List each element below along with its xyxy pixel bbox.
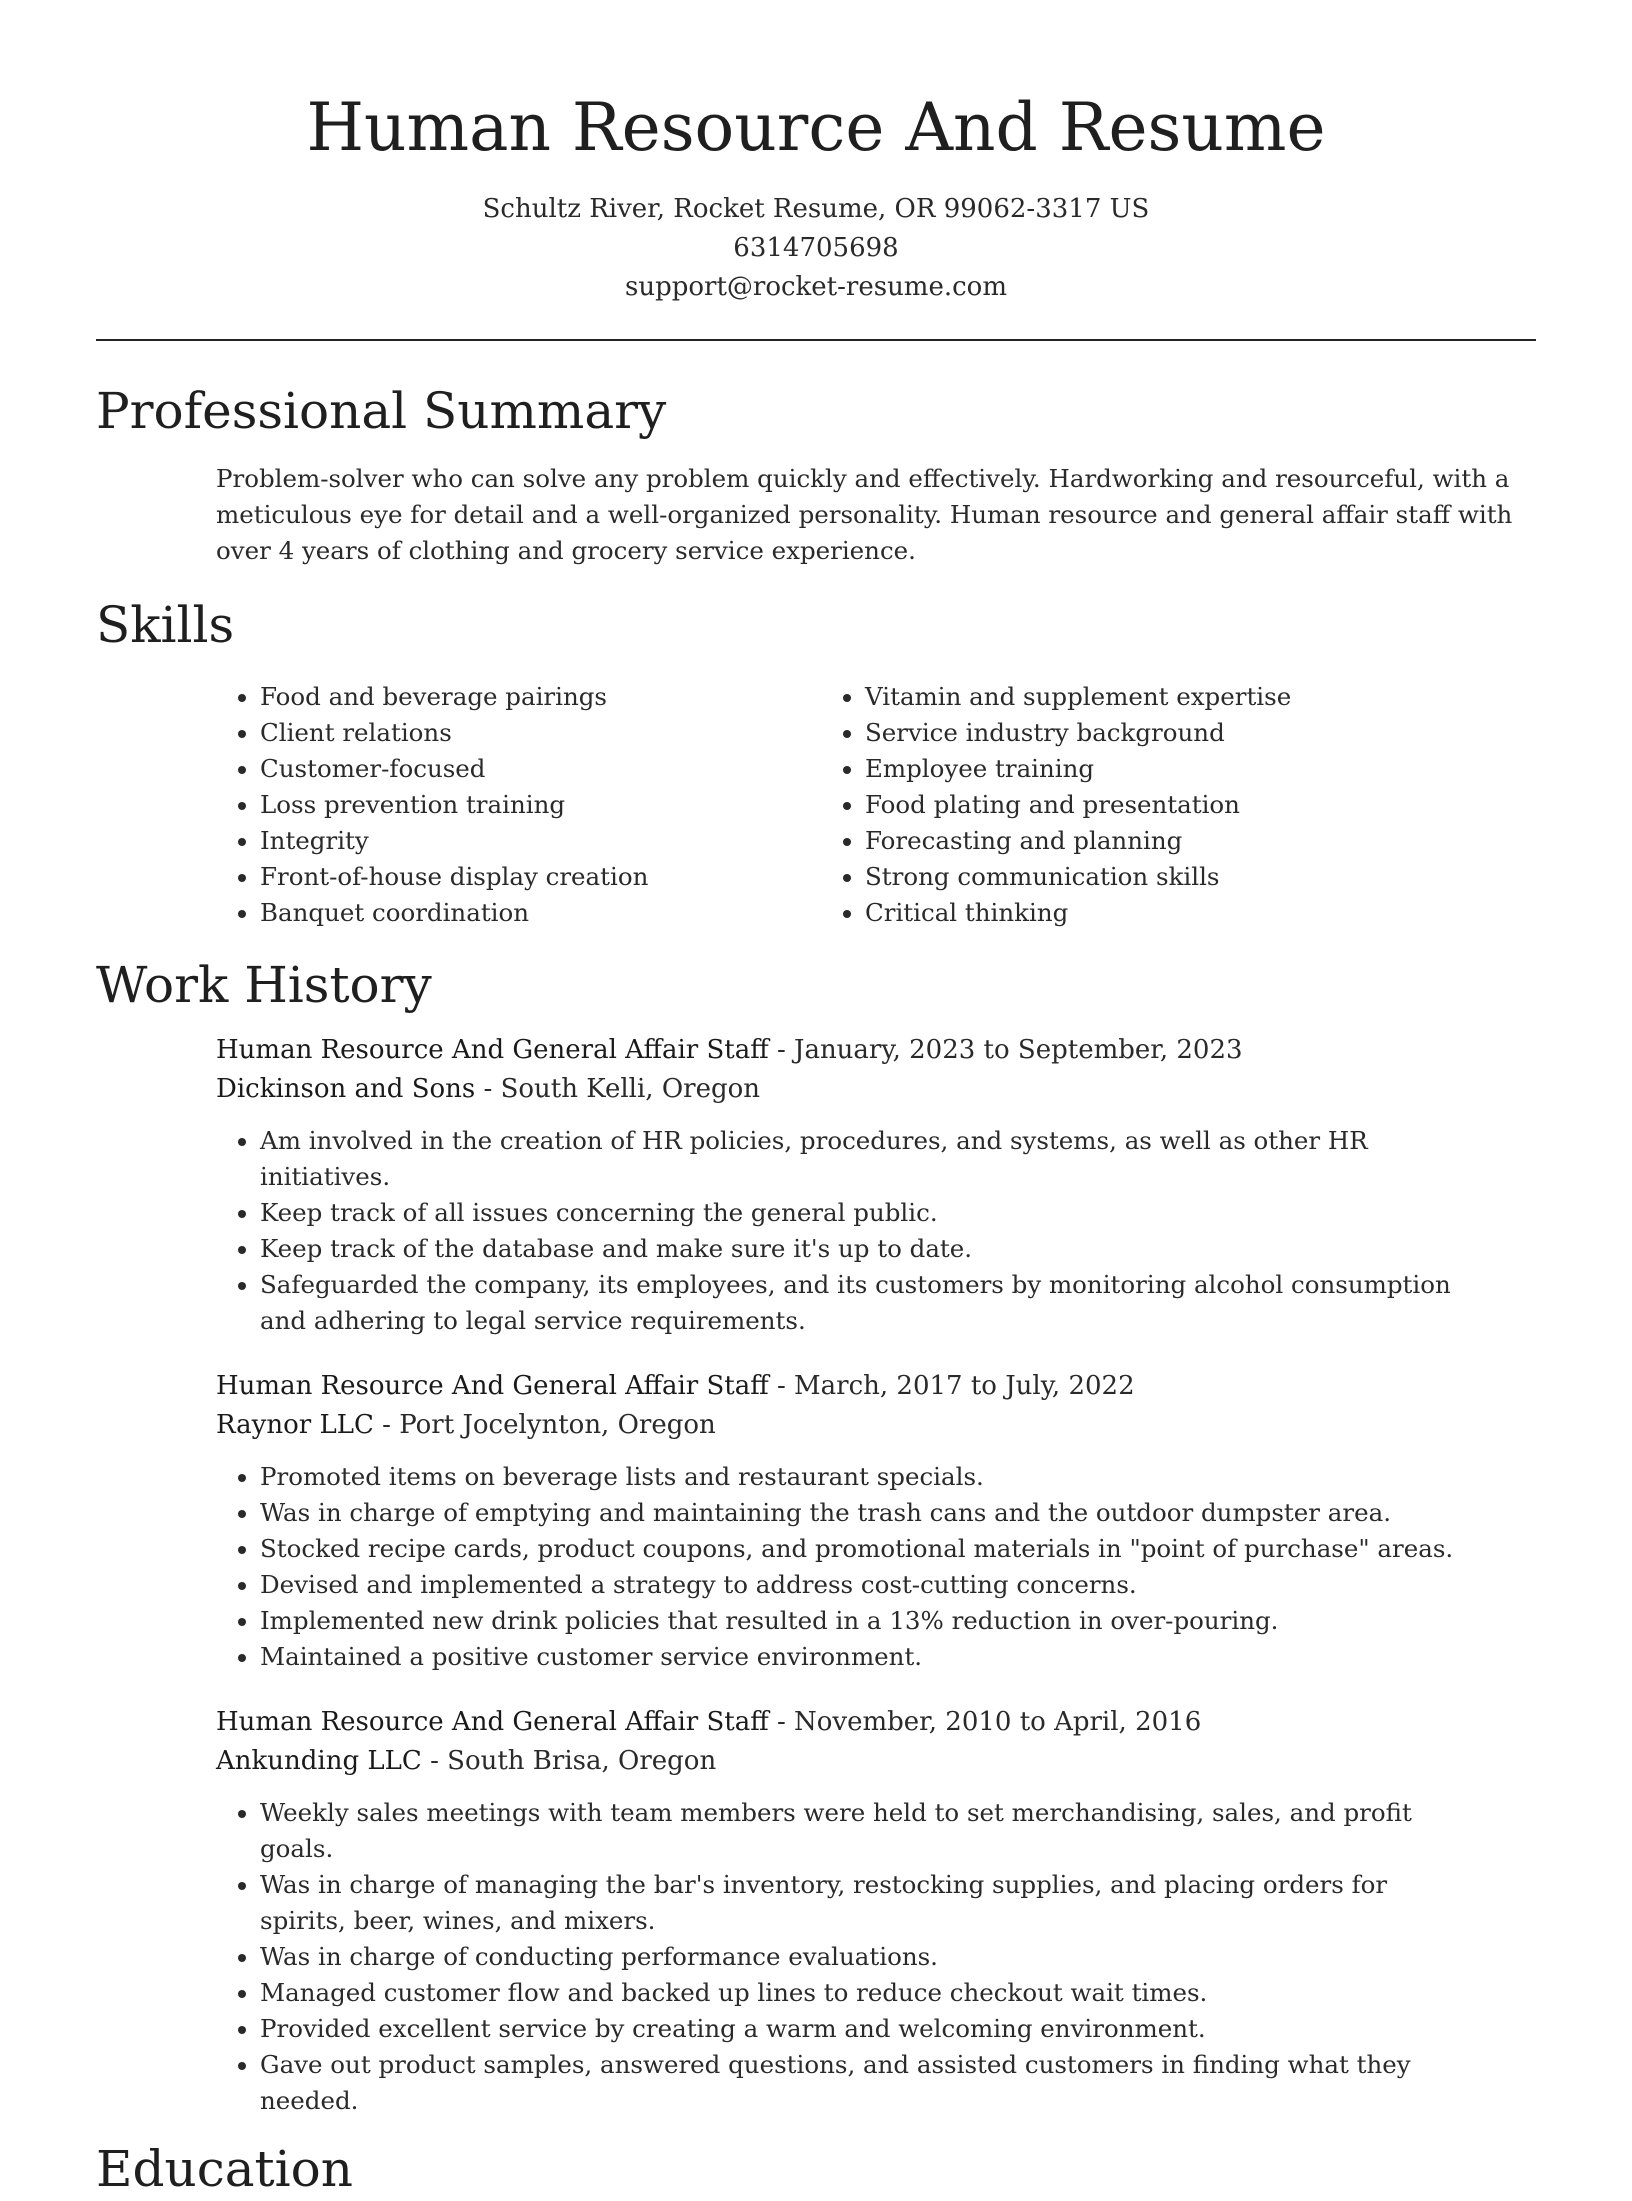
job-location: - South Brisa, Oregon <box>421 1746 717 1776</box>
education-heading: Education <box>96 2140 353 2198</box>
skill-item: • Service industry background <box>865 715 1426 751</box>
job-entry <box>216 1031 1536 1339</box>
job-bullet: • Implemented new drink policies that resulted in a 13% reduction in over-pouring. <box>260 1603 1460 1639</box>
job-title-line <box>216 1031 1536 1070</box>
skill-item: • Integrity <box>260 823 821 859</box>
candidate-name: Human Resource And Resume <box>306 89 1326 166</box>
job-bullet-list <box>216 1459 1460 1675</box>
work-history-section <box>96 953 1536 2119</box>
job-bullet: • Am involved in the creation of HR policies, procedures, and systems, as well as other HR initiatives. <box>260 1123 1460 1195</box>
skill-item: • Front-of-house display creation <box>260 859 821 895</box>
skills-section <box>96 593 1536 931</box>
job-dates: - March, 2017 to July, 2022 <box>768 1371 1135 1401</box>
job-company-line <box>216 1070 1536 1109</box>
skill-item: • Forecasting and planning <box>865 823 1426 859</box>
job-role: Human Resource And General Affair Staff <box>216 1371 769 1401</box>
work-history-heading: Work History <box>96 956 432 1014</box>
skill-item: • Strong communication skills <box>865 859 1426 895</box>
resume-page <box>96 0 1536 2201</box>
skill-item: • Critical thinking <box>865 895 1426 931</box>
skill-item: • Banquet coordination <box>260 895 821 931</box>
job-bullet: • Devised and implemented a strategy to address cost-cutting concerns. <box>260 1567 1460 1603</box>
job-company: Ankunding LLC <box>216 1746 422 1776</box>
job-bullet: • Keep track of the database and make sure it's up to date. <box>260 1231 1460 1267</box>
contact-phone: 6314705698 <box>733 233 899 263</box>
job-dates: - January, 2023 to September, 2023 <box>768 1035 1243 1065</box>
job-title-line <box>216 1703 1536 1742</box>
job-bullet: • Managed customer flow and backed up lines to reduce checkout wait times. <box>260 1975 1460 2011</box>
job-bullet: • Gave out product samples, answered questions, and assisted customers in finding what they needed. <box>260 2047 1460 2119</box>
resume-header <box>96 0 1536 307</box>
job-location: - Port Jocelynton, Oregon <box>373 1410 716 1440</box>
skill-item: • Customer-focused <box>260 751 821 787</box>
job-bullet-list <box>216 1795 1460 2119</box>
summary-text: Problem-solver who can solve any problem quickly and effectively. Hardworking and resourceful, with a meticulous eye for detail and a well-organized personality. Human resource and general affair staff with over 4 years of clothing and grocery service experience. <box>216 464 1513 565</box>
job-bullet: • Was in charge of emptying and maintaining the trash cans and the outdoor dumpster area. <box>260 1495 1460 1531</box>
job-entry <box>216 1703 1536 2119</box>
skill-item: • Food plating and presentation <box>865 787 1426 823</box>
skill-item: • Vitamin and supplement expertise <box>865 679 1426 715</box>
summary-heading: Professional Summary <box>96 382 667 440</box>
job-dates: - November, 2010 to April, 2016 <box>768 1707 1202 1737</box>
job-bullet: • Weekly sales meetings with team members were held to set merchandising, sales, and profit goals. <box>260 1795 1460 1867</box>
skills-heading: Skills <box>96 596 235 654</box>
skill-item: • Loss prevention training <box>260 787 821 823</box>
job-bullet: • Promoted items on beverage lists and restaurant specials. <box>260 1459 1460 1495</box>
job-bullet: • Was in charge of managing the bar's inventory, restocking supplies, and placing orders for spirits, beer, wines, and mixers. <box>260 1867 1460 1939</box>
education-section <box>96 2137 1536 2201</box>
job-company-line <box>216 1406 1536 1445</box>
skill-item: • Employee training <box>865 751 1426 787</box>
job-bullet: • Safeguarded the company, its employees, and its customers by monitoring alcohol consumption and adhering to legal service requirements. <box>260 1267 1460 1339</box>
header-divider <box>96 339 1536 341</box>
job-role: Human Resource And General Affair Staff <box>216 1035 769 1065</box>
job-company: Raynor LLC <box>216 1410 374 1440</box>
summary-section <box>96 379 1536 569</box>
job-company: Dickinson and Sons <box>216 1074 476 1104</box>
job-bullet: • Keep track of all issues concerning the general public. <box>260 1195 1460 1231</box>
job-bullet: • Was in charge of conducting performance evaluations. <box>260 1939 1460 1975</box>
job-bullet: • Maintained a positive customer service environment. <box>260 1639 1460 1675</box>
skills-column-right <box>821 679 1426 931</box>
job-bullet: • Stocked recipe cards, product coupons, and promotional materials in "point of purchase" areas. <box>260 1531 1460 1567</box>
contact-address: Schultz River, Rocket Resume, OR 99062-3317 US <box>482 194 1150 224</box>
job-company-line <box>216 1742 1536 1781</box>
job-location: - South Kelli, Oregon <box>475 1074 761 1104</box>
job-bullet: • Provided excellent service by creating a warm and welcoming environment. <box>260 2011 1460 2047</box>
skills-column-left <box>216 679 821 931</box>
job-bullet-list <box>216 1123 1460 1339</box>
job-title-line <box>216 1367 1536 1406</box>
skill-item: • Food and beverage pairings <box>260 679 821 715</box>
job-role: Human Resource And General Affair Staff <box>216 1707 769 1737</box>
job-entry <box>216 1367 1536 1675</box>
skills-grid <box>216 679 1536 931</box>
contact-email: support@rocket-resume.com <box>624 272 1007 302</box>
skill-item: • Client relations <box>260 715 821 751</box>
